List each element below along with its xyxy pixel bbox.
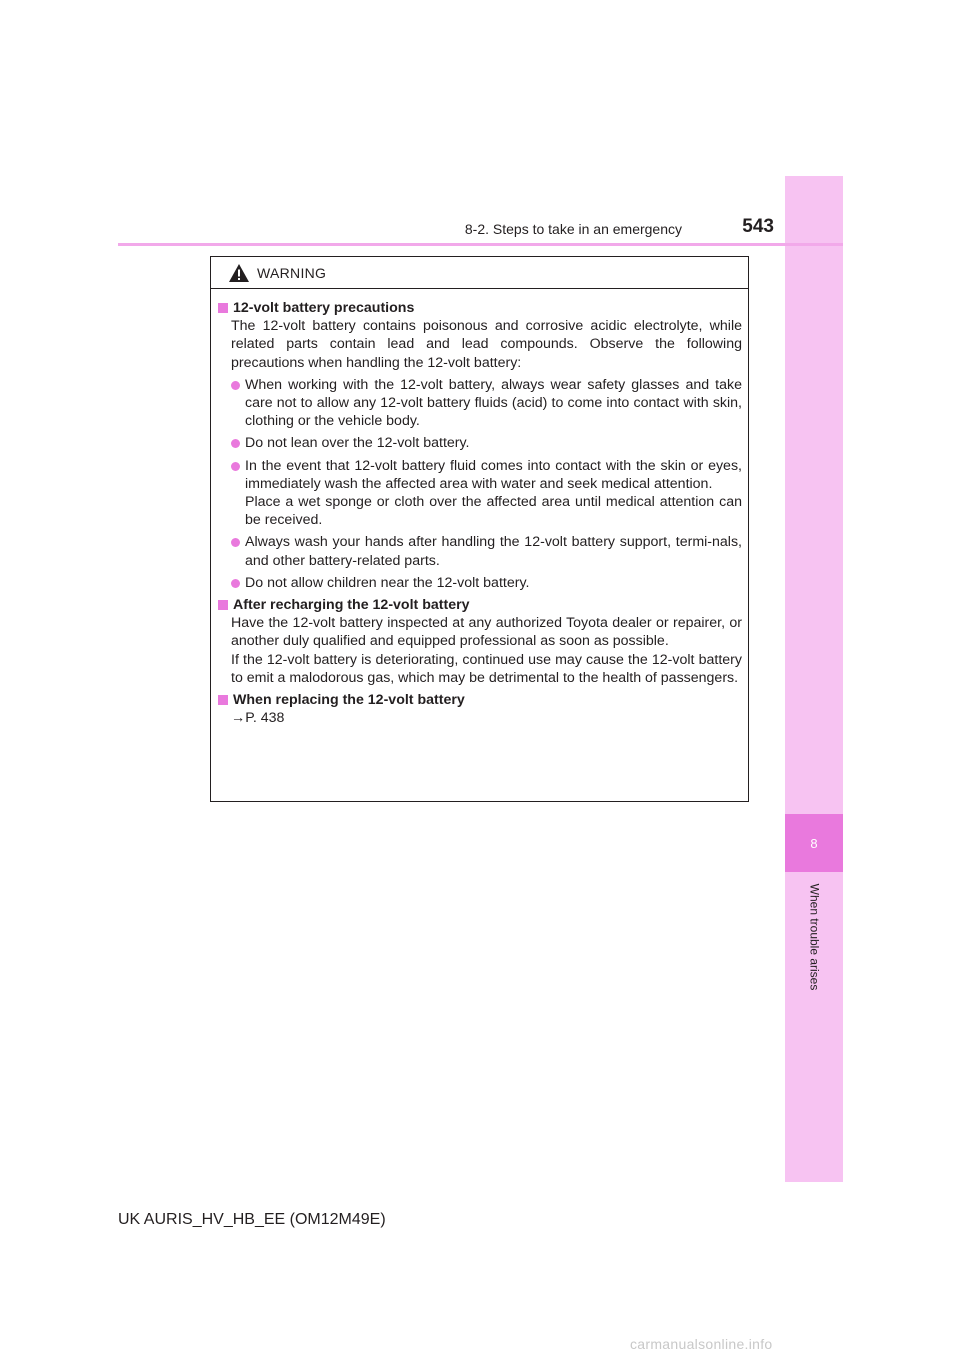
header-rule [118, 243, 843, 246]
pink-square-marker-icon [218, 303, 228, 313]
list-item-text: Always wash your hands after handling the 12-volt battery support, termi-nals, and other battery-related parts. [245, 534, 742, 569]
chapter-number-badge [785, 814, 843, 872]
list-item-text [245, 457, 742, 530]
watermark-text: carmanualsonline.info [630, 1336, 773, 1352]
paragraph: Have the 12-volt battery inspected at any authorized Toyota dealer or repairer, or another duly qualified and equipped professional as soon as possible. [231, 615, 742, 650]
list-item [218, 574, 742, 592]
chapter-title: When trouble arises [807, 883, 821, 991]
chapter-number: 8 [810, 835, 818, 851]
warning-box [210, 256, 749, 802]
intro-paragraph: The 12-volt battery contains poisonous and corrosive acidic electrolyte, while related parts contain lead and lead compounds. Observe the following precautions when handling the 12-volt battery: [231, 318, 742, 371]
list-item [218, 533, 742, 569]
list-item-line: Place a wet sponge or cloth over the affected area until medical attention can be received. [245, 494, 742, 529]
section-heading [218, 596, 742, 614]
heading-text: 12-volt battery precautions [233, 300, 415, 316]
section-heading [218, 299, 742, 317]
list-item [218, 457, 742, 530]
list-item [218, 376, 742, 431]
pink-dot-bullet-icon [231, 439, 240, 448]
pink-dot-bullet-icon [231, 579, 240, 588]
pink-square-marker-icon [218, 695, 228, 705]
chapter-title-vertical [785, 882, 843, 992]
list-item-text: Do not lean over the 12-volt battery. [245, 435, 470, 452]
heading-text: After recharging the 12-volt battery [233, 597, 470, 614]
list-item-text: When working with the 12-volt battery, always wear safety glasses and take care not to allow any 12-volt battery fluids (acid) to come into contact with skin, clothing or the vehicle body. [245, 376, 742, 430]
model-code-footer: UK AURIS_HV_HB_EE (OM12M49E) [118, 1211, 386, 1228]
warning-triangle-icon [228, 263, 250, 283]
warning-header [211, 257, 748, 289]
section-heading [218, 691, 742, 709]
page-reference-link[interactable]: →P. 438 [231, 710, 285, 727]
pink-dot-bullet-icon [231, 381, 240, 390]
heading-text: When replacing the 12-volt battery [233, 692, 465, 709]
section-title: 8-2. Steps to take in an emergency [464, 221, 682, 237]
list-item [218, 434, 742, 452]
list-item-line: In the event that 12-volt battery fluid comes into contact with the skin or eyes, immediately wash the affected area with water and seek medical attention. [245, 457, 742, 492]
pink-square-marker-icon [218, 600, 228, 610]
warning-body [211, 289, 748, 727]
paragraph: If the 12-volt battery is deteriorating, continued use may cause the 12-volt battery to emit a malodorous gas, which may be detrimental to the health of passengers. [231, 651, 742, 686]
pink-dot-bullet-icon [231, 462, 240, 471]
list-item-text: Do not allow children near the 12-volt battery. [245, 574, 530, 591]
page-number: 543 [742, 216, 774, 237]
chapter-side-tab [785, 176, 843, 1182]
warning-label: WARNING [257, 264, 327, 281]
pink-dot-bullet-icon [231, 538, 240, 547]
